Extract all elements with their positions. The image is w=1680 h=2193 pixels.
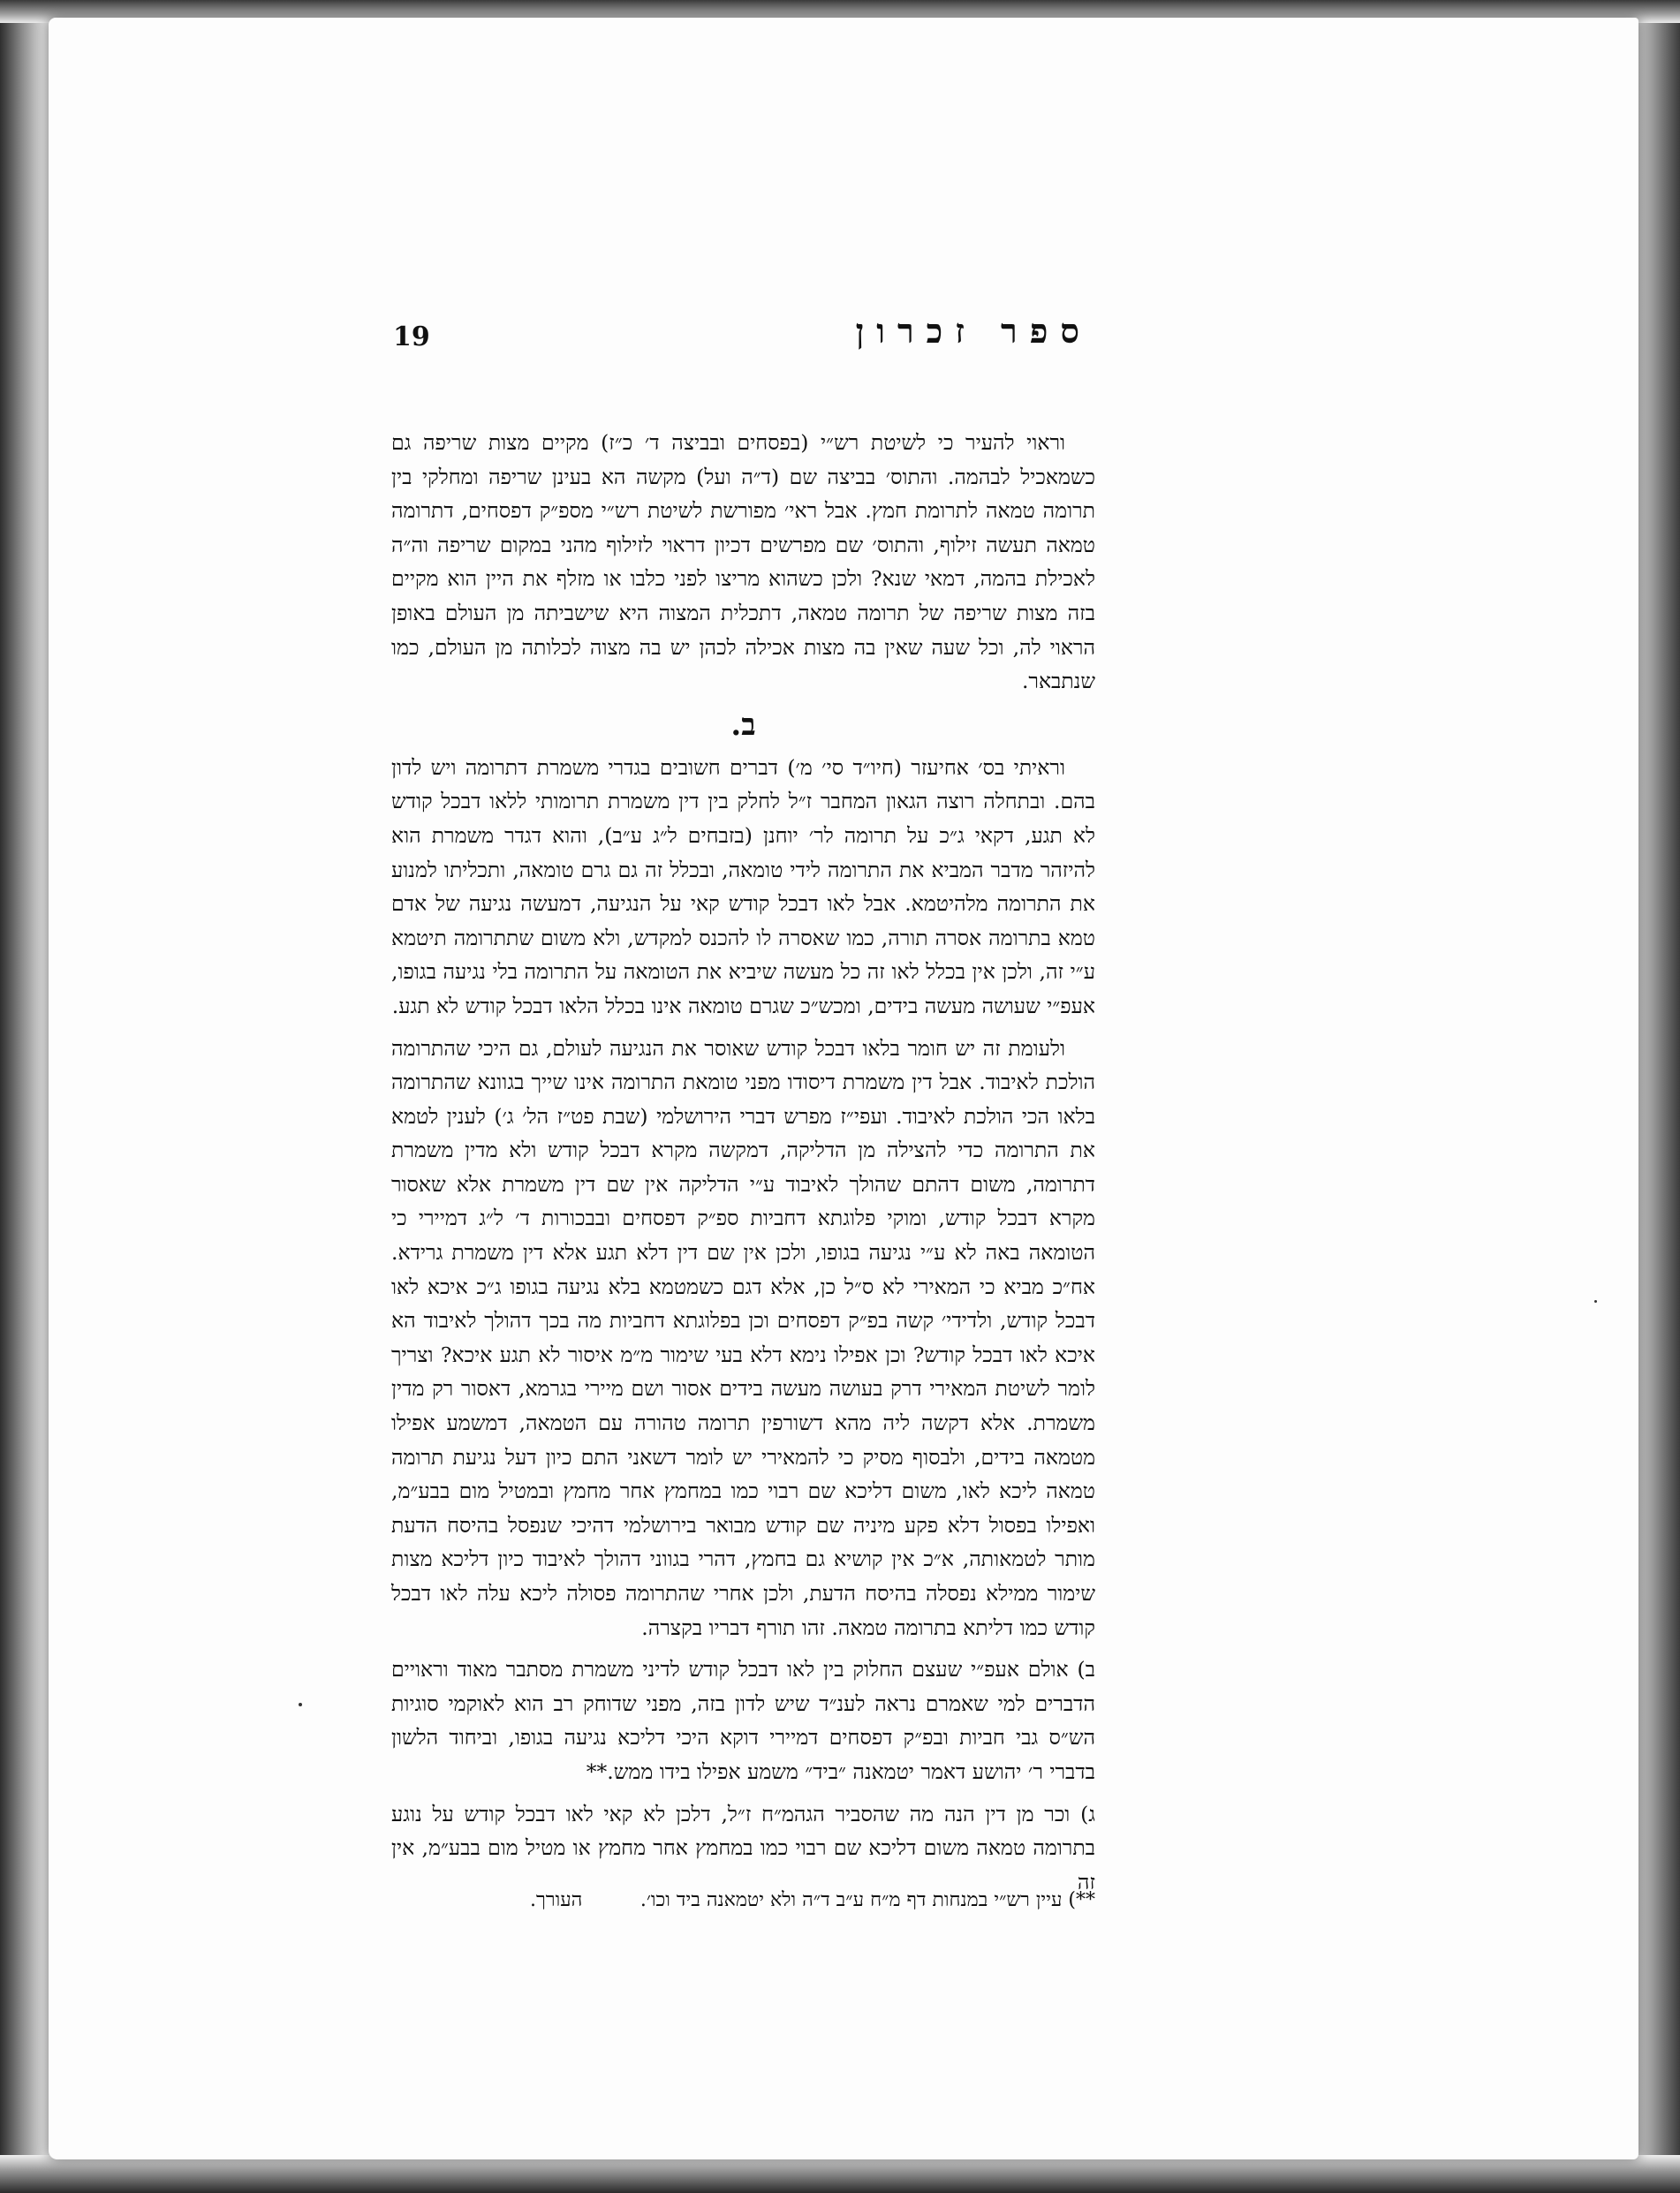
paragraph-3: ולעומת זה יש חומר בלאו דבכל קודש שאוסר את הנגיעה לעולם, גם היכי שהתרומה הולכת לאיבוד. אבל דין משמרת דיסודו מפני טומאת התרומה אינו שייך בגוונא שהתרומה בלאו הכי הולכת לאיבוד. ועפי״ז מפרש דברי הירושלמי (שבת פט״ז הל׳ ג׳) לענין לטמא את התרומה כדי להצילה מן הדליקה, דמקשה מקרא דבכל קודש ולא מדין משמרת דתרומה, משום דהתם שהולך לאיבוד ע״י הדליקה אין שם דין משמרת אלא שאסור מקרא דבכל קודש, ומוקי פלוגתא דחביות ספ״ק דפסחים ובבכורות ד׳ ל״ג דמיירי כי הטומאה באה לא ע״י נגיעה בגופו, ולכן אין שם דין דלא תגע אלא דין משמרת גרידא. אח״כ מביא כי המאירי לא ס״ל כן, אלא דגם כשמטמא בלא נגיעה בגופו ג״כ איכא לאו דבכל קודש, ולדידי׳ קשה בפ״ק דפסחים וכן בפלוגתא דחביות מה בכך דהולך לאיבוד הא איכא לאו דבכל קודש? וכן אפילו נימא דלא בעי שימור מ״מ איסור לא תגע איכא? וצריך לומר לשיטת המאירי דרק בעושה מעשה בידים אסור ושם מיירי בגרמא, דאסור רק מדין משמרת. אלא דקשה ליה מהא דשורפין תרומה טהורה עם הטמאה, דמשמע אפילו מטמאה בידים, ולבסוף מסיק כי להמאירי יש לומר דשאני התם כיון דעל נגיעת תרומה טמאה ליכא לאו, משום דליכא שם רבוי כמו במחמץ אחר מחמץ ובמטיל מום בבע״מ, ואפילו בפסול דלא פקע מיניה שם קודש מבואר בירושלמי דהיכי שנפסל בהיסח הדעת מותר לטמאותה, א״כ אין קושיא גם בחמץ, דהרי בגווני דהולך לאיבוד כיון דליכא מצות שימור ממילא נפסלה בהיסח הדעת, ולכן אחרי שהתרומה פסולה ליכא עלה לאו דבכל קודש כמו דליתא בתרומה טמאה. זהו תורף דבריו בקצרה.	[391, 1035, 1095, 1640]
footnote-text: **) עיין רש״י במנחות דף מ״ח ע״ב ד״ה ולא יטמאנה ביד וכו׳.	[639, 1889, 1095, 1911]
page-header	[393, 311, 1095, 364]
footnote-signature: העורך.	[530, 1889, 583, 1911]
paragraph-b: ב) אולם אעפ״י שעצם החלוק בין לאו דבכל קודש לדיני משמרת מסתבר מאוד וראויים הדברים למי שאמרם נראה לענ״ד שיש לדון בזה, מפני שדוחק רב הוא לאוקמי סוגיות הש״ס גבי חביות ובפ״ק דפסחים דמיירי דוקא היכי דליכא נגיעה בגופו, וביחוד הלשון בדברי ר׳ יהושע דאמר יטמאנה ״ביד״ משמע אפילו בידו ממש.**	[391, 1657, 1095, 1784]
scan-speck	[299, 1703, 302, 1706]
paragraph-g: ג) וכר מן דין הנה מה שהסביר הגהמ״ח ז״ל, דלכן לא קאי לאו דבכל קודש על נוגע בתרומה טמאה משום דליכא שם רבוי כמו במחמץ אחר מחמץ או מטיל מום בבע״מ, אין זה	[391, 1801, 1095, 1894]
page-number: 19	[393, 321, 430, 352]
scan-speck	[1594, 1300, 1597, 1303]
running-title: ספר זכרון	[855, 311, 1092, 351]
main-text	[391, 426, 1095, 1907]
paragraph-1: וראוי להעיר כי לשיטת רש״י (בפסחים ובביצה ד׳ כ״ז) מקיים מצות שריפה גם כשמאכיל לבהמה. והתוס׳ בביצה שם (ד״ה ועל) מקשה הא בעינן שריפה ומחלקי בין תרומה טמאה לתרומת חמץ. אבל ראי׳ מפורשת לשיטת רש״י מספ״ק דפסחים, דתרומה טמאה תעשה זילוף, והתוס׳ שם מפרשים דכיון דראוי לזילוף מהני במקום שריפה וה״ה לאכילת בהמה, דמאי שנא? ולכן כשהוא מריצו לפני כלבו או מזלף את היין הוא מקיים בזה מצות שריפה של תרומה טמאה, דתכלית המצוה היא שישביתה מן העולם באופן הראוי לה, וכל שעה שאין בה מצות אכילה לכהן יש בה מצוה לכלותה מן העולם, כמו שנתבאר.	[391, 430, 1095, 694]
paragraph-2: וראיתי בס׳ אחיעזר (חיו״ד סי׳ מ׳) דברים חשובים בגדרי משמרת דתרומה ויש לדון בהם. ובתחלה רוצה הגאון המחבר ז״ל לחלק בין דין משמרת תרומותי ללאו דבכל קודש לא תגע, דקאי ג״כ על תרומה לר׳ יוחנן (בזבחים ל״ג ע״ב), והוא דגדר משמרת הוא להיזהר מדבר המביא את התרומה לידי טומאה, ובכלל זה גם גרם טומאה, ותכליתו למנוע את התרומה מלהיטמא. אבל לאו דבכל קודש קאי על הנגיעה, דמעשה נגיעה של אדם טמא בתרומה אסרה תורה, כמו שאסרה לו להכנס למקדש, ולא משום שתתרומה תיטמא ע״י זה, ולכן אין בכלל לאו זה כל מעשה שיביא את הטומאה על התרומה בלי נגיעה בגופו, אעפ״י שעושה מעשה בידים, ומכש״כ שגרם טומאה אינו בכלל הלאו דבכל קודש לא תגע.	[391, 754, 1095, 1018]
scan-shadow-bottom	[0, 2155, 1680, 2193]
footnote	[530, 1888, 1095, 1924]
section-heading: ב.	[730, 707, 756, 743]
